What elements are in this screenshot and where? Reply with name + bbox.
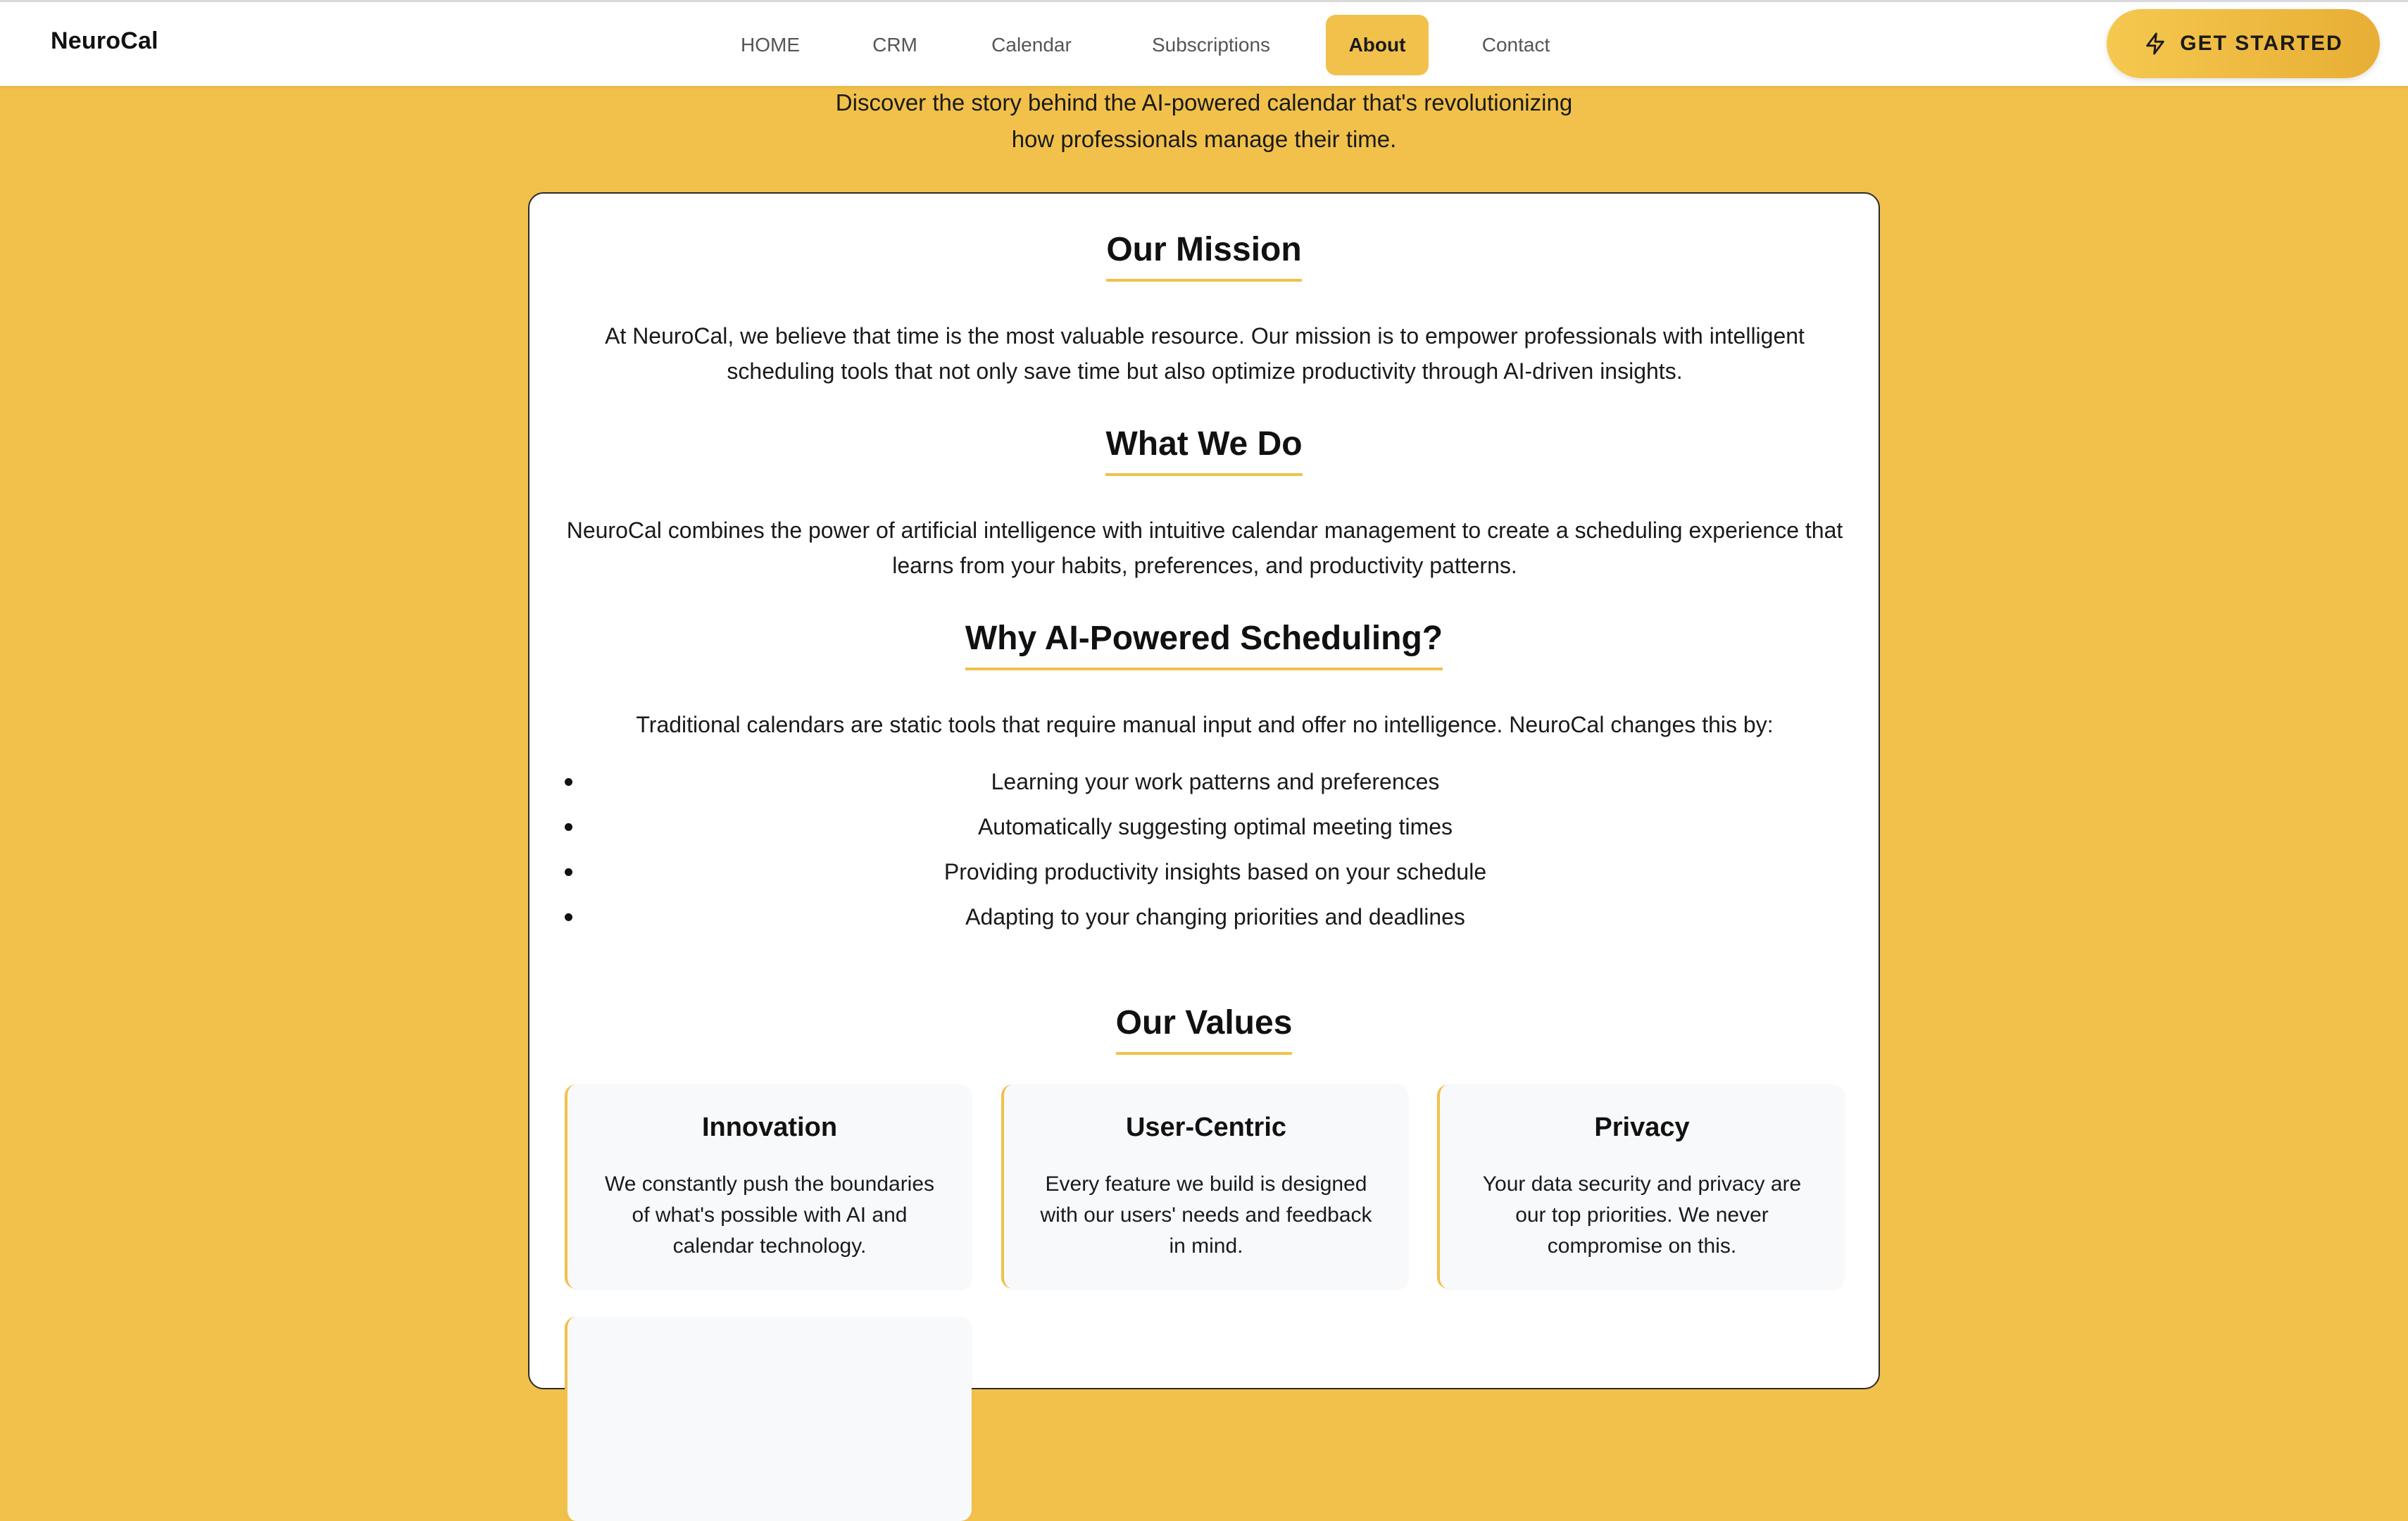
nav-item-about[interactable]: About — [1326, 15, 1429, 75]
bullet-text: Automatically suggesting optimal meeting times — [977, 814, 1453, 839]
bullet-dot-icon — [565, 823, 572, 831]
mission-heading: Our Mission — [1106, 230, 1301, 282]
value-card-title: Innovation — [701, 1113, 838, 1142]
nav-item-calendar[interactable]: Calendar — [991, 34, 1072, 56]
lightning-bolt-icon — [2143, 32, 2167, 56]
nav-item-subscriptions[interactable]: Subscriptions — [1151, 34, 1271, 56]
get-started-label: GET STARTED — [2180, 32, 2343, 55]
why-ai-heading: Why AI-Powered Scheduling? — [965, 619, 1443, 670]
what-we-do-heading: What We Do — [1105, 425, 1302, 476]
get-started-button[interactable] — [2107, 9, 2380, 78]
why-ai-bullet-list — [565, 759, 1845, 939]
list-item — [565, 894, 1845, 939]
list-item — [565, 804, 1845, 849]
values-heading-wrap — [529, 1003, 1879, 1055]
nav-item-home[interactable]: HOME — [741, 34, 800, 56]
nav-item-crm[interactable]: CRM — [872, 34, 917, 56]
value-card-text: We constantly push the boundaries of what's possible with AI and calendar technology. — [604, 1172, 935, 1258]
bullet-dot-icon — [565, 778, 572, 786]
intro-line-2: how professionals manage their time. — [1011, 126, 1397, 152]
brand-logo-text[interactable]: NeuroCal — [51, 27, 158, 54]
value-card-title: Privacy — [1594, 1113, 1690, 1142]
value-card-user-centric — [1001, 1084, 1408, 1289]
what-we-do-text: NeuroCal combines the power of artificial intelligence with intuitive calendar management to create a scheduling experience that learns from your habits, preferences, and productivity patterns. — [566, 518, 1843, 578]
value-card-text: Every feature we build is designed with our users' needs and feedback in mind. — [1040, 1172, 1372, 1258]
bullet-text: Providing productivity insights based on your schedule — [943, 859, 1487, 884]
value-card-title: User-Centric — [1125, 1113, 1287, 1142]
value-card-partial — [565, 1317, 972, 1521]
value-card-innovation — [565, 1084, 972, 1289]
top-navigation-bar — [0, 0, 2408, 86]
intro-line-1: Discover the story behind the AI-powered calendar that's revolutionizing — [835, 89, 1573, 115]
what-we-do-heading-wrap — [529, 425, 1879, 476]
bullet-text: Learning your work patterns and preferences — [991, 769, 1440, 794]
nav-item-contact[interactable]: Contact — [1481, 34, 1550, 56]
bullet-text: Adapting to your changing priorities and deadlines — [965, 904, 1465, 930]
about-intro-text — [753, 84, 1655, 158]
value-card-privacy — [1437, 1084, 1844, 1289]
bullet-dot-icon — [565, 868, 572, 876]
about-content-card — [528, 192, 1880, 1389]
values-heading: Our Values — [1116, 1003, 1293, 1055]
mission-text: At NeuroCal, we believe that time is the most valuable resource. Our mission is to empower professionals with intelligent scheduling tools that not only save time but also optimize productivity through AI-driven insights. — [605, 323, 1805, 384]
list-item — [565, 759, 1845, 804]
list-item — [565, 849, 1845, 894]
value-card-text: Your data security and privacy are our top priorities. We never compromise on this. — [1482, 1172, 1802, 1258]
why-ai-text: Traditional calendars are static tools that require manual input and offer no intelligence. NeuroCal changes this by: — [636, 712, 1774, 737]
mission-heading-wrap — [529, 230, 1879, 282]
bullet-dot-icon — [565, 913, 572, 921]
why-ai-heading-wrap — [529, 619, 1879, 670]
